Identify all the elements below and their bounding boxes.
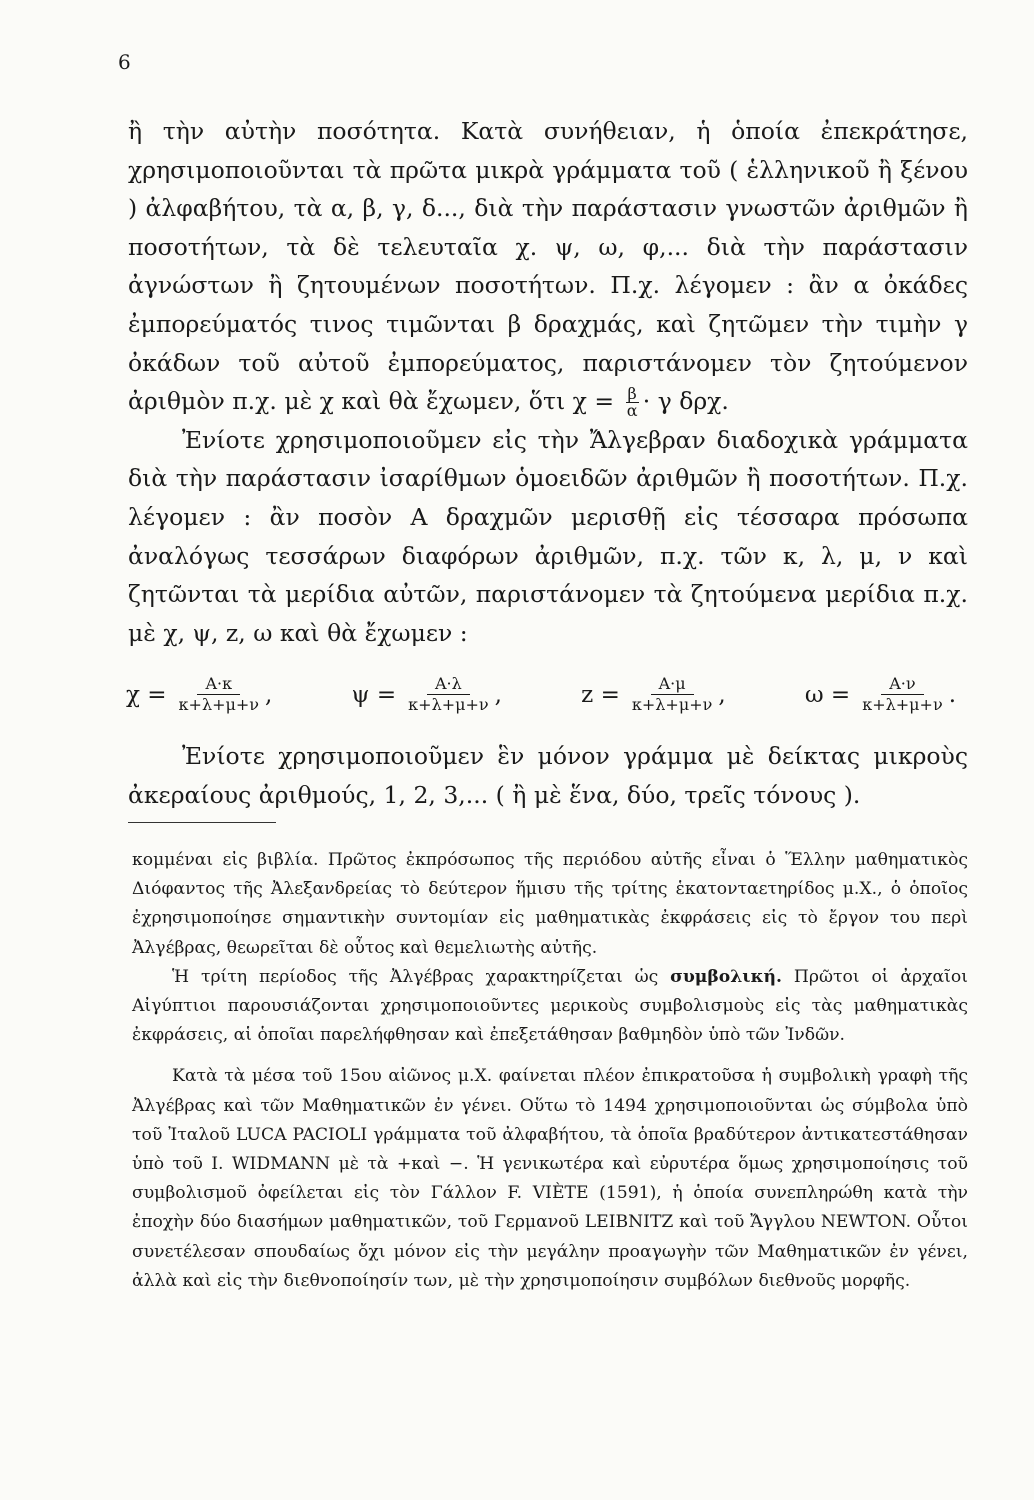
formula-fraction [858, 674, 946, 715]
footnote-bold-term: συμβολική. [670, 966, 782, 987]
formula-separator: , [265, 681, 273, 708]
page-number: 6 [118, 50, 131, 74]
footnote-paragraph-2-end: Πρῶτοι οἱ ἀρχαῖοι Αἰγύπτιοι παρουσιάζονται χρησιμοποιοῦντες μερικοὺς συμβολισμοὺς εἰς τὰς μαθηματικὰς ἐκφράσεις, αἱ ὁποῖαι παρελήφθησαν καὶ ἐπεξετάθησαν βαθμηδὸν ὑπὸ τῶν Ἰνδῶν. [132, 966, 968, 1046]
footnote-section [132, 846, 968, 1296]
formula-row [126, 674, 956, 715]
formula-variable: χ = [126, 681, 167, 708]
inline-fraction [626, 386, 639, 419]
footnote-divider [128, 822, 276, 823]
formula-z [581, 674, 726, 715]
formula-separator: , [494, 681, 502, 708]
formula-numerator: Α·ν [881, 674, 923, 695]
formula-numerator: Α·λ [427, 674, 470, 695]
formula-denominator: κ+λ+μ+ν [862, 695, 943, 715]
formula-denominator: κ+λ+μ+ν [631, 695, 713, 715]
formula-denominator: κ+λ+μ+ν [408, 695, 489, 715]
footnote-paragraph-3: Κατὰ τὰ μέσα τοῦ 15ου αἰῶνος μ.Χ. φαίνεται πλέον ἐπικρατοῦσα ἡ συμβολικὴ γραφὴ τῆς Ἀλγέβρας καὶ τῶν Μαθηματικῶν ἐν γένει. Οὕτω τὸ 1494 χρησιμοποιοῦνται ὡς σύμβολα ὑπὸ τοῦ Ἰταλοῦ LUCA PACIOLI γράμματα τοῦ ἀλφαβήτου, τὰ ὁποῖα βραδύτερον ἀντικατεστάθησαν ὑπὸ τοῦ I. WIDMANN μὲ τὰ +καὶ −. Ἡ γενικωτέρα καὶ εὐρυτέρα ὅμως χρησιμοποίησις τοῦ συμβολισμοῦ ὀφείλεται εἰς τὸν Γάλλον F. VIÈTE (1591), ἡ ὁποία συνεπληρώθη κατὰ τὴν ἐποχὴν δύο διασήμων μαθηματικῶν, τοῦ Γερμανοῦ LEIBNITZ καὶ τοῦ Ἄγγλου NEWTON. Οὗτοι συνετέλεσαν σπουδαίως ὄχι μόνον εἰς τὴν μεγάλην προαγωγὴν τῶν Μαθηματικῶν ἐν γένει, ἀλλὰ καὶ εἰς τὴν διεθνοποίησίν των, μὲ τὴν χρησιμοποίησιν συμβόλων διεθνοῦς μορφῆς. [132, 1066, 968, 1291]
inline-fraction-denominator: α [626, 401, 638, 421]
formula-separator: . [948, 681, 956, 708]
footnote-paragraph-2 [132, 963, 968, 1051]
paragraph-3: Ἐνίοτε χρησιμοποιοῦμεν ἓν μόνον γράμμα μὲ δείκτας μικροὺς ἀκεραίους ἀριθμούς, 1, 2, 3,... ( ἢ μὲ ἕνα, δύο, τρεῖς τόνους ). [128, 742, 968, 809]
formula-chi [126, 674, 272, 715]
formula-omega [805, 674, 956, 715]
footnote-paragraph-1: κομμέναι εἰς βιβλία. Πρῶτος ἐκπρόσωπος τῆς περιόδου αὐτῆς εἶναι ὁ Ἕλλην μαθηματικὸς Διόφαντος τῆς Ἀλεξανδρείας τὸ δεύτερον ἥμισυ τῆς τρίτης ἑκατονταετηρίδος μ.Χ., ὁ ὁποῖος ἐχρησιμοποίησε σημαντικὴν συντομίαν εἰς μαθηματικὰς ἐκφράσεις εἰς τὸ ἔργον του περὶ Ἀλγέβρας, θεωρεῖται δὲ οὗτος καὶ θεμελιωτὴς αὐτῆς. [132, 850, 968, 958]
footnote-paragraph-2-start: Ἡ τρίτη περίοδος τῆς Ἀλγέβρας χαρακτηρίζεται ὡς [172, 966, 659, 987]
paragraph-1 [128, 112, 968, 421]
formula-fraction [404, 674, 492, 715]
formula-separator: , [718, 681, 726, 708]
formula-fraction [175, 674, 263, 715]
paragraph-1-text: ἢ τὴν αὐτὴν ποσότητα. Κατὰ συνήθειαν, ἡ ὁποία ἐπεκράτησε, χρησιμοποιοῦνται τὰ πρῶτα μικρὰ γράμματα τοῦ ( ἑλληνικοῦ ἢ ξένου ) ἀλφαβήτου, τὰ α, β, γ, δ..., διὰ τὴν παράστασιν γνωστῶν ἀριθμῶν ἢ ποσοτήτων, τὰ δὲ τελευταῖα χ. ψ, ω, φ,... διὰ τὴν παράστασιν ἀγνώστων ἢ ζητουμένων ποσοτήτων. Π.χ. λέγομεν : ἂν α ὀκάδες ἐμπορεύματός τινος τιμῶνται β δραχμάς, καὶ ζητῶμεν τὴν τιμὴν γ ὀκάδων τοῦ αὐτοῦ ἐμπορεύματος, παριστάνομεν τὸν ζητούμενον ἀριθμὸν π.χ. μὲ χ καὶ θὰ ἔχωμεν, ὅτι χ = [128, 117, 968, 416]
formula-psi [352, 674, 502, 715]
formula-denominator: κ+λ+μ+ν [178, 695, 260, 715]
paragraph-1-tail: · γ δρχ. [642, 387, 729, 416]
paragraph-2: Ἐνίοτε χρησιμοποιοῦμεν εἰς τὴν Ἄλγεβραν διαδοχικὰ γράμματα διὰ τὴν παράστασιν ἰσαρίθμων ὁμοειδῶν ἀριθμῶν ἢ ποσοτήτων. Π.χ. λέγομεν : ἂν ποσὸν Α δραχμῶν μερισθῇ εἰς τέσσαρα πρόσωπα ἀναλόγως τεσσάρων διαφόρων ἀριθμῶν, π.χ. τῶν κ, λ, μ, ν καὶ ζητῶνται τὰ μερίδια αὐτῶν, παριστάνομεν τὰ ζητούμενα μερίδια π.χ. μὲ χ, ψ, z, ω καὶ θὰ ἔχωμεν : [128, 425, 968, 647]
main-text [128, 112, 968, 815]
formula-fraction [628, 674, 716, 715]
formula-variable: ψ = [351, 681, 397, 708]
formula-variable: z = [581, 681, 620, 708]
formula-numerator: Α·μ [651, 674, 694, 695]
formula-variable: ω = [804, 681, 851, 708]
inline-fraction-numerator: β [627, 384, 637, 404]
formula-numerator: Α·κ [197, 674, 240, 695]
